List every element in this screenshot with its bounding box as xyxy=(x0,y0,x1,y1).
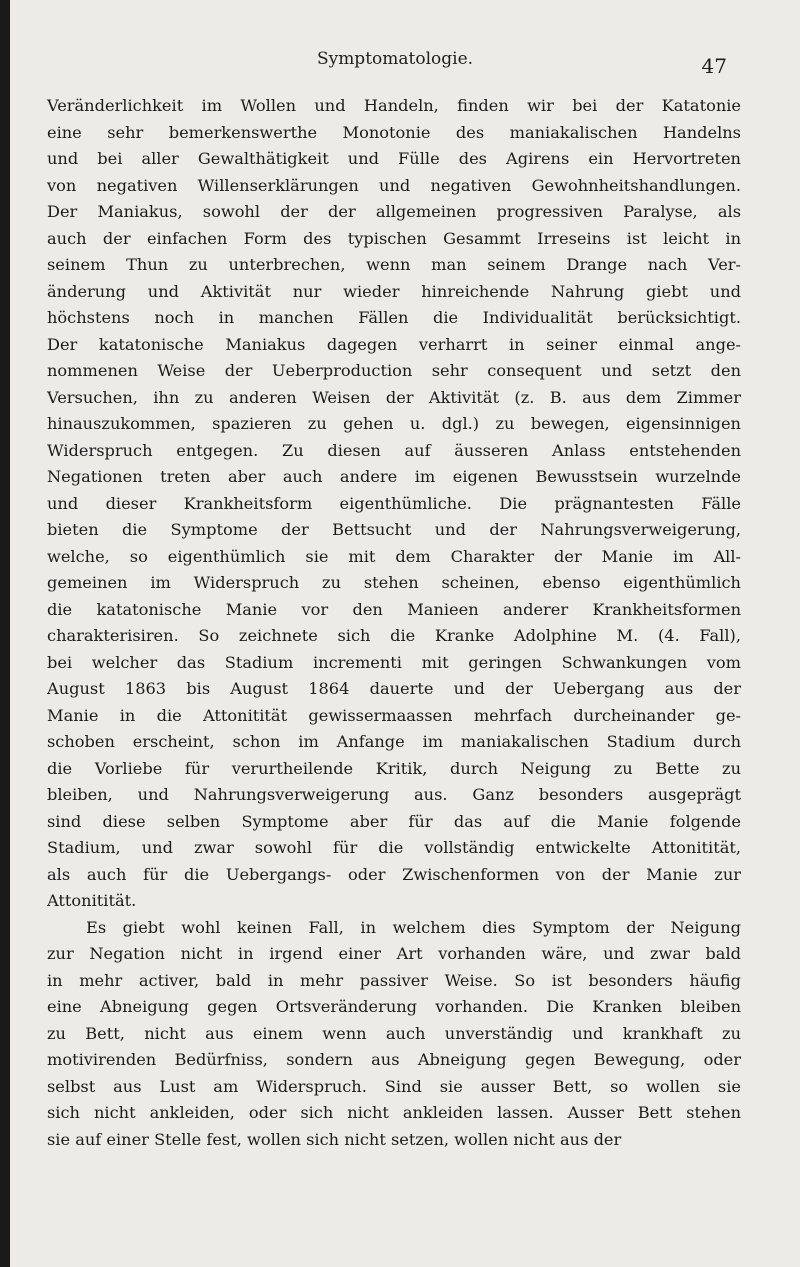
book-page xyxy=(10,0,800,1267)
text-line: sie auf einer Stelle fest, wollen sich nicht setzen, wollen nicht aus der xyxy=(47,1129,622,1149)
text-line: charakterisiren. So zeichnete sich die Kranke Adolphine M. (4. Fall), xyxy=(47,626,741,645)
text-line: Der Maniakus, sowohl der der allgemeinen progressiven Paralyse, als xyxy=(47,202,741,221)
text-line: auch der einfachen Form des typischen Gesammt Irreseins ist leicht in xyxy=(47,228,741,248)
body-text xyxy=(47,93,741,1153)
text-line: Widerspruch entgegen. Zu diesen auf äusseren Anlass entstehenden xyxy=(47,440,741,460)
text-line: seinem Thun zu unterbrechen, wenn man seinem Drange nach Ver- xyxy=(47,255,741,274)
paragraph xyxy=(47,93,741,915)
text-line: welche, so eigenthümlich sie mit dem Charakter der Manie im All- xyxy=(47,546,741,566)
text-line: sind diese selben Symptome aber für das auf die Manie folgende xyxy=(47,811,741,831)
text-line: hinauszukommen, spazieren zu gehen u. dgl.) zu bewegen, eigensinnigen xyxy=(47,414,741,433)
page-header xyxy=(10,49,800,79)
text-line: Attonitität. xyxy=(47,891,137,910)
text-line: nommenen Weise der Ueberproduction sehr consequent und setzt den xyxy=(47,361,741,380)
text-line: bleiben, und Nahrungsverweigerung aus. Ganz besonders ausgeprägt xyxy=(47,785,741,804)
text-line: die Vorliebe für verurtheilende Kritik, durch Neigung zu Bette zu xyxy=(47,758,741,778)
text-line: bei welcher das Stadium incrementi mit geringen Schwankungen vom xyxy=(47,652,741,672)
paragraph xyxy=(47,915,741,1154)
text-line: und bei aller Gewalthätigkeit und Fülle des Agirens ein Hervortreten xyxy=(47,149,741,168)
running-head: Symptomatologie. xyxy=(316,49,474,69)
text-line: gemeinen im Widerspruch zu stehen scheinen, ebenso eigenthümlich xyxy=(47,573,741,592)
text-line: eine sehr bemerkenswerthe Monotonie des maniakalischen Handelns xyxy=(47,122,741,142)
text-line: zur Negation nicht in irgend einer Art vorhanden wäre, und zwar bald xyxy=(47,944,741,963)
text-line: und dieser Krankheitsform eigenthümliche. Die prägnantesten Fälle xyxy=(47,493,741,513)
text-line: Manie in die Attonitität gewissermaassen mehrfach durcheinander ge- xyxy=(47,705,741,725)
text-line: August 1863 bis August 1864 dauerte und der Uebergang aus der xyxy=(47,679,741,698)
text-line: schoben erscheint, schon im Anfange im maniakalischen Stadium durch xyxy=(47,732,741,751)
text-line: Versuchen, ihn zu anderen Weisen der Aktivität (z. B. aus dem Zimmer xyxy=(47,387,741,407)
text-line: Der katatonische Maniakus dagegen verharrt in seiner einmal ange- xyxy=(47,334,741,354)
text-line: Veränderlichkeit im Wollen und Handeln, finden wir bei der Katatonie xyxy=(47,96,741,115)
page-number: 47 xyxy=(701,54,727,78)
text-line: eine Abneigung gegen Ortsveränderung vorhanden. Die Kranken bleiben xyxy=(47,997,741,1016)
text-line: die katatonische Manie vor den Manieen anderer Krankheitsformen xyxy=(47,599,741,619)
text-line: zu Bett, nicht aus einem wenn auch unverständig und krankhaft zu xyxy=(47,1023,741,1043)
text-line: von negativen Willenserklärungen und negativen Gewohnheitshandlungen. xyxy=(47,175,741,195)
text-line: in mehr activer, bald in mehr passiver Weise. So ist besonders häufig xyxy=(47,970,741,990)
text-line: als auch für die Uebergangs- oder Zwischenformen von der Manie zur xyxy=(47,864,741,884)
text-line: motivirenden Bedürfniss, sondern aus Abneigung gegen Bewegung, oder xyxy=(47,1050,741,1069)
text-line: Negationen treten aber auch andere im eigenen Bewusstsein wurzelnde xyxy=(47,467,741,486)
text-line: Stadium, und zwar sowohl für die vollständig entwickelte Attonitität, xyxy=(47,838,741,857)
text-line: selbst aus Lust am Widerspruch. Sind sie ausser Bett, so wollen sie xyxy=(47,1076,741,1096)
text-line: änderung und Aktivität nur wieder hinreichende Nahrung giebt und xyxy=(47,281,741,301)
text-line: bieten die Symptome der Bettsucht und der Nahrungsverweigerung, xyxy=(47,520,741,539)
text-line: höchstens noch in manchen Fällen die Individualität berücksichtigt. xyxy=(47,308,741,327)
text-line: Es giebt wohl keinen Fall, in welchem dies Symptom der Neigung xyxy=(86,917,741,937)
text-line: sich nicht ankleiden, oder sich nicht ankleiden lassen. Ausser Bett stehen xyxy=(47,1103,741,1122)
